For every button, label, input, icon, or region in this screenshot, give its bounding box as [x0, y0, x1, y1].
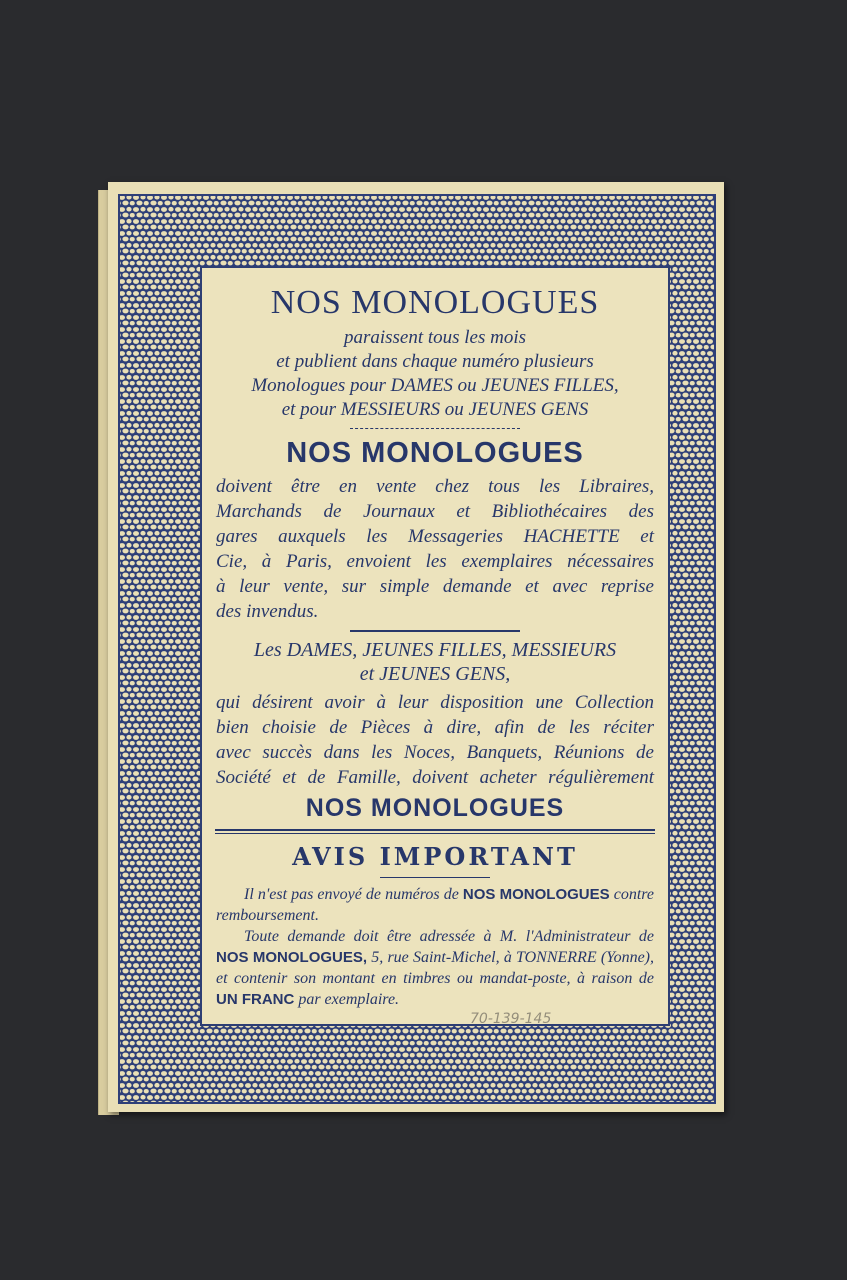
intro-line: et publient dans chaque numéro plusieurs [276, 351, 594, 372]
double-rule [215, 833, 655, 834]
intro-line: et pour MESSIEURS ou JEUNES GENS [281, 399, 589, 420]
collection-line: Société et de Famille, doivent acheter régulièrement [216, 767, 654, 788]
intro-line: paraissent tous les mois [343, 327, 527, 348]
divider [380, 877, 490, 878]
sale-line: à leur vente, sur simple demande et avec reprise [216, 576, 654, 597]
section-heading: NOS MONOLOGUES [286, 437, 584, 469]
notice-paragraph: Toute demande doit être adressée à M. l'Administrateur de NOS MONOLOGUES, 5, rue Saint-Michel, à TONNERRE (Yonne), et contenir son montant en timbres ou mandat-poste, à raison de UN FRANC par exemplaire. [216, 928, 655, 1008]
divider [350, 630, 520, 632]
collection-line: bien choisie de Pièces à dire, afin de les réciter [216, 717, 654, 738]
section-heading: NOS MONOLOGUES [305, 794, 565, 822]
sale-line: Marchands de Journaux et Bibliothécaires des [216, 501, 654, 522]
audience-line: et JEUNES GENS, [359, 663, 511, 685]
notice-heading: AVIS IMPORTANT [292, 842, 578, 871]
pencil-catalog-note: 70-139-145 [470, 1011, 552, 1027]
sale-line: des invendus. [216, 601, 319, 622]
intro-line: Monologues pour DAMES ou JEUNES FILLES, [251, 375, 619, 396]
collection-line: avec succès dans les Noces, Banquets, Réunions de [216, 742, 654, 763]
notice-paragraph: Il n'est pas envoyé de numéros de NOS MONOLOGUES contre remboursement. [216, 886, 654, 924]
sale-line: doivent être en vente chez tous les Libraires, [216, 476, 654, 497]
double-rule [215, 829, 655, 831]
collection-line: qui désirent avoir à leur disposition une Collection [216, 692, 654, 713]
page-title: NOS MONOLOGUES [270, 284, 600, 321]
sale-line: Cie, à Paris, envoient les exemplaires nécessaires [216, 551, 654, 572]
text-panel [200, 266, 670, 1026]
sale-line: gares auxquels les Messageries HACHETTE et [216, 526, 654, 547]
divider [350, 428, 520, 429]
audience-line: Les DAMES, JEUNES FILLES, MESSIEURS [253, 639, 617, 661]
